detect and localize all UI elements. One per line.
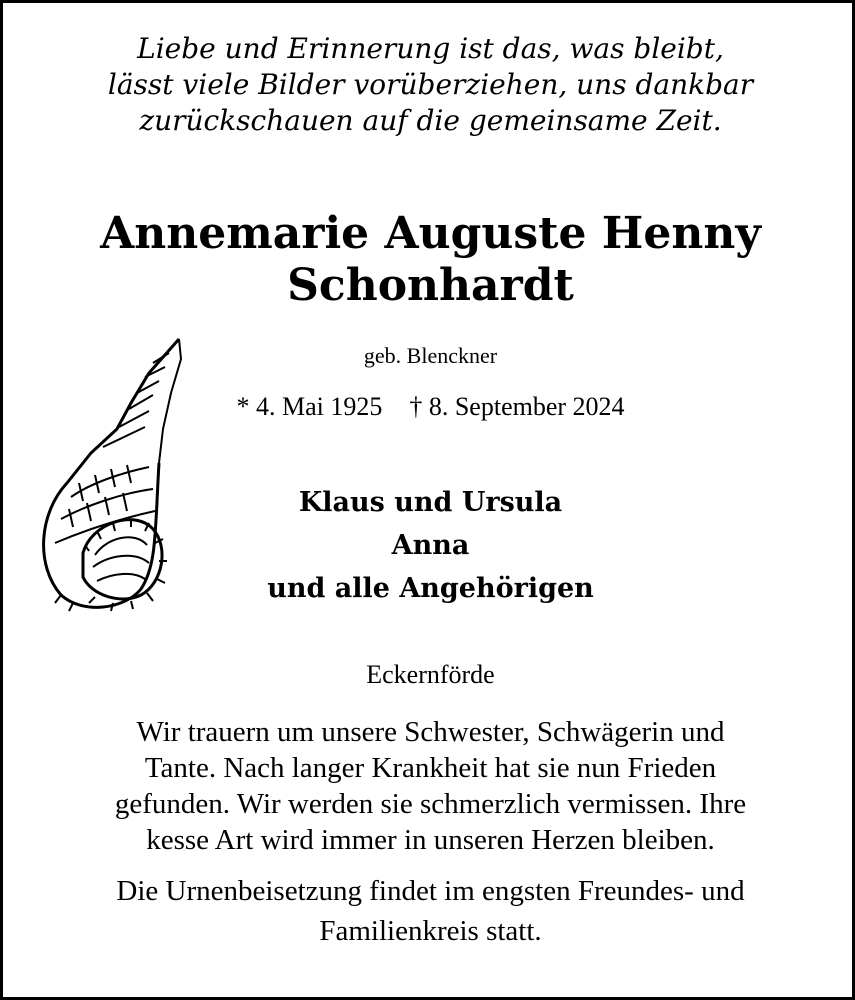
- deceased-name: [3, 208, 855, 312]
- place: Eckernförde: [366, 660, 495, 689]
- message-line: kesse Art wird immer in unseren Herzen bleiben.: [146, 824, 715, 856]
- poem: [3, 31, 855, 139]
- message-line: Tante. Nach langer Krankheit hat sie nun Frieden: [144, 752, 717, 784]
- poem-line: zurückschauen auf die gemeinsame Zeit.: [139, 104, 722, 137]
- message: [3, 714, 855, 858]
- poem-line: Liebe und Erinnerung ist das, was bleibt,: [137, 32, 724, 65]
- name-line-2: Schonhardt: [287, 260, 574, 311]
- name-line-1: Annemarie Auguste Henny: [100, 208, 761, 259]
- message-line: Wir trauern um unsere Schwester, Schwägerin und: [136, 716, 725, 748]
- mourner-line: und alle Angehörigen: [267, 573, 594, 604]
- poem-line: lässt viele Bilder vorüberziehen, uns dankbar: [107, 68, 754, 101]
- mourner-line: Anna: [391, 530, 470, 561]
- funeral-info: [3, 871, 855, 951]
- funeral-line: Familienkreis statt.: [319, 915, 542, 947]
- maiden-name: geb. Blenckner: [363, 343, 498, 368]
- mourner-line: Klaus und Ursula: [298, 487, 563, 518]
- message-line: gefunden. Wir werden sie schmerzlich vermissen. Ihre: [114, 788, 747, 820]
- death-date: † 8. September 2024: [409, 392, 625, 421]
- birth-date: * 4. Mai 1925: [236, 392, 383, 421]
- mourners: [3, 481, 855, 610]
- funeral-line: Die Urnenbeisetzung findet im engsten Freundes- und: [116, 875, 745, 907]
